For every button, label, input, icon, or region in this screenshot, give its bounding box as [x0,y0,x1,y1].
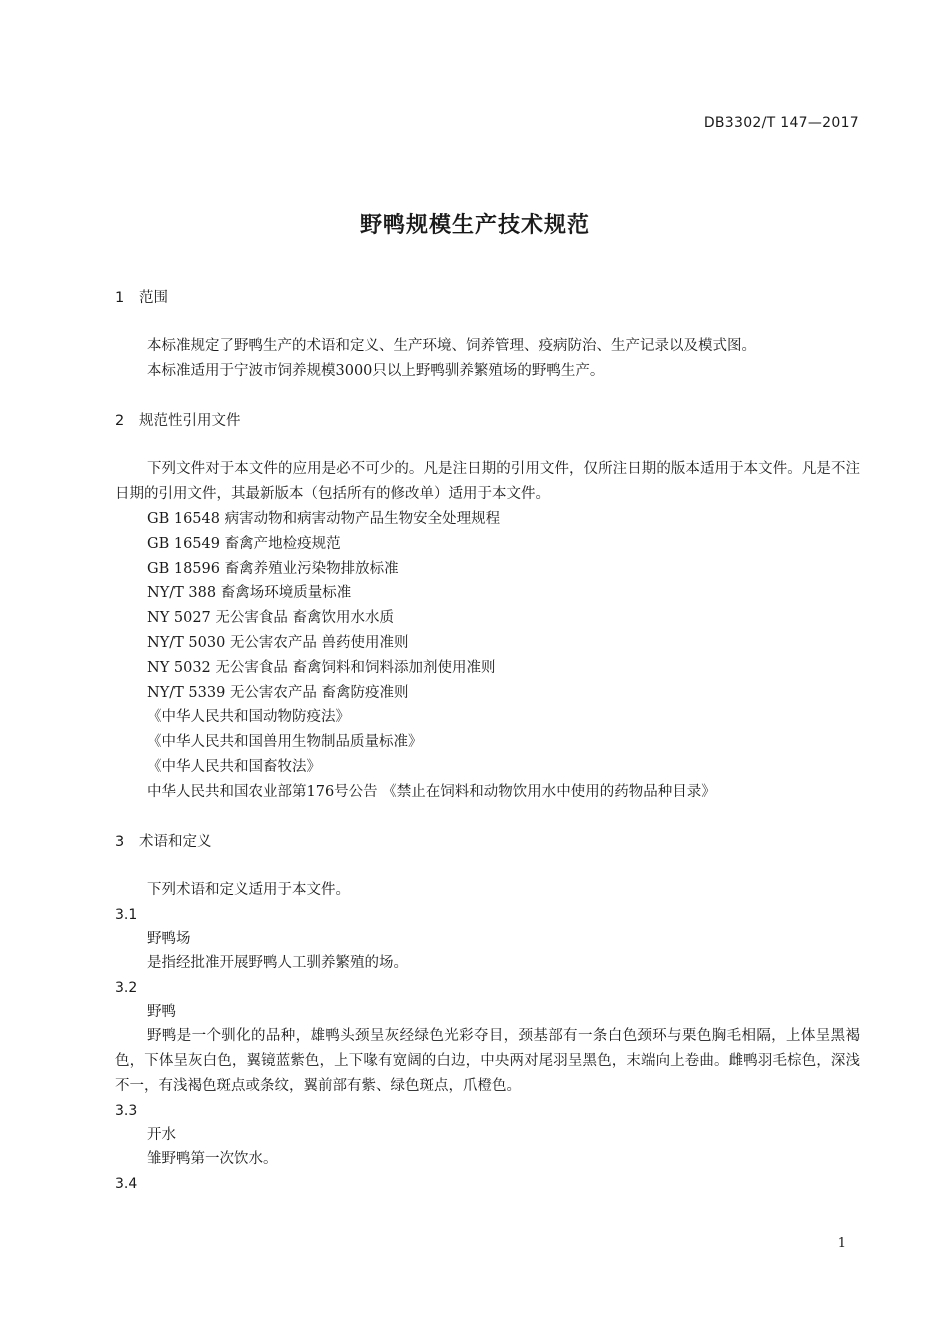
term-3-2 [115,976,860,1099]
term-name: 野鸭 [147,1003,176,1020]
term-name: 野鸭场 [147,930,191,947]
section-title: 规范性引用文件 [139,413,241,429]
term-name: 开水 [147,1126,176,1143]
term-definition: 雏野鸭第一次饮水。 [147,1150,278,1167]
references-intro: 下列文件对于本文件的应用是必不可少的。凡是注日期的引用文件，仅所注日期的版本适用于本文件。凡是不注日期的引用文件，其最新版本（包括所有的修改单）适用于本文件。 [115,461,860,502]
standard-code: DB3302/T 147—2017 [703,115,859,131]
section-title: 术语和定义 [139,833,212,850]
section-2-heading [115,409,860,433]
term-number: 3.1 [115,906,138,923]
scope-paragraph: 本标准适用于宁波市饲养规模3000只以上野鸭驯养繁殖场的野鸭生产。 [147,363,605,379]
section-title: 范围 [139,290,168,306]
term-definition: 是指经批准开展野鸭人工驯养繁殖的场。 [147,954,408,971]
reference-item: GB 16548 病害动物和病害动物产品生物安全处理规程 [147,511,501,527]
reference-item: 《中华人民共和国动物防疫法》 [147,709,350,726]
reference-item: 《中华人民共和国兽用生物制品质量标准》 [147,734,423,751]
term-number: 3.4 [115,1175,138,1192]
term-3-1 [115,903,860,976]
term-definition: 野鸭是一个驯化的品种，雄鸭头颈呈灰经绿色光彩夺目，颈基部有一条白色颈环与栗色胸毛相隔，上体呈黑褐色，下体呈灰白色，翼镜蓝紫色，上下喙有宽阔的白边，中央两对尾羽呈黑色，末端向上卷曲。雌鸭羽毛棕色，深浅不一，有浅褐色斑点或条纹，翼前部有紫、绿色斑点，爪橙色。 [115,1027,860,1094]
terms-intro: 下列术语和定义适用于本文件。 [147,881,350,898]
reference-item: 《中华人民共和国畜牧法》 [147,758,321,775]
section-number: 3 [115,833,125,850]
term-3-3 [115,1099,860,1172]
document-title: 野鸭规模生产技术规范 [359,213,590,238]
term-number: 3.3 [115,1102,138,1119]
reference-item: NY 5027 无公害食品 畜禽饮用水水质 [147,610,394,627]
reference-item: NY 5032 无公害食品 畜禽饲料和饲料添加剂使用准则 [147,659,496,676]
section-1-heading [115,286,860,310]
reference-item: NY/T 5339 无公害农产品 畜禽防疫准则 [147,684,409,701]
section-number: 1 [115,290,125,306]
reference-item: 中华人民共和国农业部第176号公告 《禁止在饲料和动物饮用水中使用的药物品种目录》 [147,783,716,800]
reference-item: NY/T 388 畜禽场环境质量标准 [147,585,352,602]
section-3-heading [115,830,860,854]
reference-list [115,507,860,805]
reference-item: GB 16549 畜禽产地检疫规范 [147,535,341,552]
section-number: 2 [115,413,125,429]
term-3-4 [115,1172,860,1196]
scope-paragraph: 本标准规定了野鸭生产的术语和定义、生产环境、饲养管理、疫病防治、生产记录以及模式图。 [147,338,756,354]
term-number: 3.2 [115,979,138,996]
page-number: 1 [837,1236,846,1251]
document-body [115,286,860,1196]
reference-item: GB 18596 畜禽养殖业污染物排放标准 [147,560,399,577]
reference-item: NY/T 5030 无公害农产品 兽药使用准则 [147,634,409,651]
